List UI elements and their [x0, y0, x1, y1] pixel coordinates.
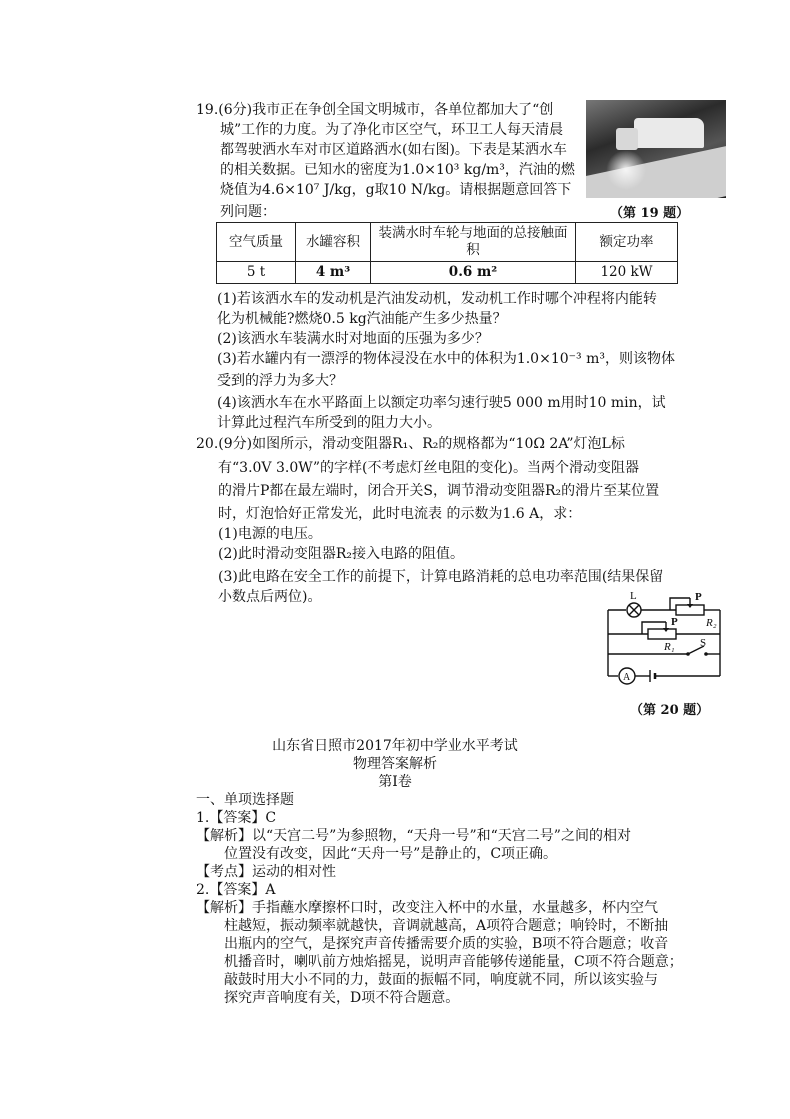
circuit-label-switch: S — [700, 637, 707, 649]
answer-line-6: 【解析】手指蘸水摩擦杯口时，改变注入杯中的水量，水量越多，杯内空气 — [196, 900, 658, 916]
table-cell: 5 t — [217, 262, 296, 284]
q20-line-7: (3)此电路在安全工作的前提下，计算电路消耗的总电功率范围(结果保留 — [218, 569, 664, 585]
q19-figure-caption: （第 19 题） — [610, 206, 690, 221]
table-header-cell: 空气质量 — [217, 223, 296, 262]
q19-sub-line-2: 化为机械能?燃烧0.5 kg汽油能产生多少热量？ — [217, 311, 507, 327]
q19-sub-line-5: 受到的浮力为多大？ — [217, 373, 343, 389]
sprinkler-data-table — [216, 222, 678, 284]
q20-line-6: (2)此时滑动变阻器R₂接入电路的阻值。 — [218, 546, 464, 562]
q20-line-8: 小数点后两位)。 — [218, 589, 322, 605]
answer-line-5: 2.【答案】A — [196, 882, 276, 898]
q19-sub-line-4: (3)若水罐内有一漂浮的物体浸没在水中的体积为1.0×10⁻³ m³，则该物体 — [217, 351, 675, 367]
answer-line-9: 机播音时，喇叭前方烛焰摇晃，说明声音能够传递能量，C项不符合题意； — [224, 954, 683, 970]
answer-line-8: 出瓶内的空气，是探究声音传播需要介质的实验，B项不符合题意；收音 — [224, 936, 669, 952]
circuit-label-r1: R₁ — [664, 641, 675, 653]
table-cell: 4 m³ — [296, 262, 371, 284]
table-header-cell: 额定功率 — [576, 223, 678, 262]
sprinkler-truck-photo — [586, 100, 726, 198]
circuit-label-r2: R₂ — [706, 617, 717, 629]
table-header-cell: 装满水时车轮与地面的总接触面积 — [371, 223, 576, 262]
answers-title: 山东省日照市2017年初中学业水平考试 — [272, 738, 518, 754]
circuit-label-ammeter: A — [623, 672, 631, 683]
answer-line-7: 柱越短，振动频率就越快，音调就越高，A项符合题意；响铃时，不断抽 — [224, 918, 669, 934]
q19-line-5: 烧值为4.6×10⁷ J/kg，g取10 N/kg。请根据题意回答下 — [220, 182, 572, 198]
q20-line-3: 的滑片P都在最左端时，闭合开关S，调节滑动变阻器R₂的滑片至某位置 — [218, 483, 660, 499]
q19-line-1: 19.(6分)我市正在争创全国文明城市，各单位都加大了“创 — [196, 102, 554, 118]
circuit-label-slider-top: P — [695, 591, 702, 603]
q20-figure-caption: （第 20 题） — [630, 703, 710, 718]
answers-subtitle: 物理答案解析 — [353, 756, 437, 772]
q19-line-4: 的相关数据。已知水的密度为1.0×10³ kg/m³，汽油的燃 — [220, 162, 575, 178]
q19-sub-line-6: (4)该洒水车在水平路面上以额定功率匀速行驶5 000 m用时10 min，试 — [217, 395, 666, 411]
answer-line-3: 位置没有改变，因此“天舟一号”是静止的，C项正确。 — [224, 846, 558, 862]
answer-line-2: 【解析】以“天宫二号”为参照物，“天舟一号”和“天宫二号”之间的相对 — [196, 828, 631, 844]
answers-section-heading: 一、单项选择题 — [196, 792, 294, 808]
q20-line-4: 时，灯泡恰好正常发光，此时电流表 的示数为1.6 A，求： — [218, 506, 582, 522]
q19-line-3: 都驾驶洒水车对市区道路洒水(如右图)。下表是某洒水车 — [220, 142, 567, 158]
table-cell: 120 kW — [576, 262, 678, 284]
answer-line-10: 敲鼓时用大小不同的力，鼓面的振幅不同，响度就不同，所以该实验与 — [224, 972, 658, 988]
q19-sub-line-3: (2)该洒水车装满水时对地面的压强为多少？ — [217, 331, 489, 347]
q20-line-1: 20.(9分)如图所示，滑动变阻器R₁、R₂的规格都为“10Ω 2A”灯泡L标 — [196, 436, 625, 452]
answer-line-11: 探究声音响度有关，D项不符合题意。 — [224, 990, 460, 1006]
answers-volume: 第Ⅰ卷 — [378, 774, 412, 790]
q19-line-6: 列问题： — [220, 204, 276, 220]
table-header-row — [217, 223, 678, 262]
circuit-label-lamp: L — [630, 590, 637, 602]
circuit-diagram — [600, 588, 730, 690]
table-header-cell: 水罐容积 — [296, 223, 371, 262]
q19-line-2: 城”工作的力度。为了净化市区空气，环卫工人每天清晨 — [220, 122, 564, 138]
table-cell: 0.6 m² — [371, 262, 576, 284]
q19-sub-line-7: 计算此过程汽车所受到的阻力大小。 — [217, 415, 441, 431]
circuit-label-slider-mid: P — [671, 616, 678, 628]
q20-line-5: (1)电源的电压。 — [218, 526, 322, 542]
q20-line-2: 有“3.0V 3.0W”的字样(不考虑灯丝电阻的变化)。当两个滑动变阻器 — [218, 460, 639, 476]
q19-sub-line-1: (1)若该洒水车的发动机是汽油发动机，发动机工作时哪个冲程将内能转 — [217, 291, 657, 307]
answer-line-4: 【考点】运动的相对性 — [196, 864, 336, 880]
answer-line-1: 1.【答案】C — [196, 810, 277, 826]
table-row — [217, 262, 678, 284]
